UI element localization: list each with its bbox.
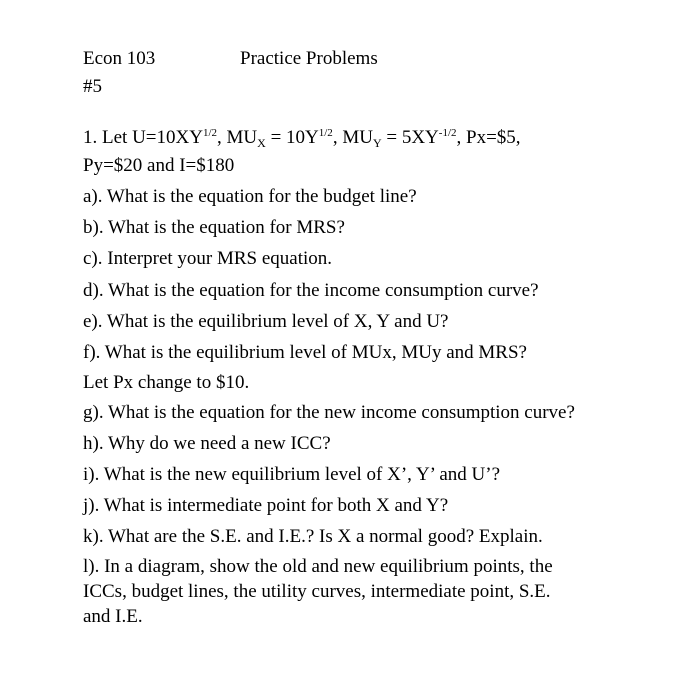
muy-subscript: Y: [372, 136, 382, 150]
question-d: d). What is the equation for the income consumption curve?: [83, 280, 539, 301]
question-f: f). What is the equilibrium level of MUx, MUy and MRS?: [83, 342, 527, 363]
question-k: k). What are the S.E. and I.E.? Is X a normal good? Explain.: [83, 526, 543, 547]
question-l-line-1: l). In a diagram, show the old and new equilibrium points, the: [83, 556, 553, 577]
question-e: e). What is the equilibrium level of X, Y and U?: [83, 311, 449, 332]
price-change-note: Let Px change to $10.: [83, 372, 250, 393]
question-h: h). Why do we need a new ICC?: [83, 433, 331, 454]
document-title: Practice Problems: [240, 48, 378, 69]
muy-exponent: -1/2: [438, 127, 457, 139]
mux-subscript: X: [257, 136, 266, 150]
question-c: c). Interpret your MRS equation.: [83, 248, 333, 269]
problem-setup-line-2: Py=$20 and I=$180: [83, 155, 235, 176]
mux-exponent: 1/2: [318, 127, 333, 139]
utility-exponent: 1/2: [202, 127, 218, 139]
question-l-line-3: and I.E.: [83, 606, 143, 627]
question-i: i). What is the new equilibrium level of X’, Y’ and U’?: [83, 464, 500, 485]
question-j: j). What is intermediate point for both X and Y?: [83, 495, 449, 516]
muy-equation: = 5XY: [381, 127, 439, 148]
question-g: g). What is the equation for the new income consumption curve?: [83, 402, 575, 423]
question-a: a). What is the equation for the budget line?: [83, 186, 417, 207]
utility-function: 1. Let U=10XY: [83, 127, 203, 148]
mux-equation: = 10Y: [265, 127, 319, 148]
problem-set-number: #5: [83, 76, 102, 97]
price-x: , Px=$5,: [456, 127, 521, 148]
course-label: Econ 103: [83, 48, 156, 69]
question-l-line-2: ICCs, budget lines, the utility curves, intermediate point, S.E.: [83, 581, 551, 602]
question-b: b). What is the equation for MRS?: [83, 217, 345, 238]
problem-setup-line-1: 1. Let $U=10XY^{1/2}$, $MU_X = 10Y^{1/2}$, $MU_Y = 5XY^{-1/2}$, Px=$5,: [83, 127, 521, 150]
